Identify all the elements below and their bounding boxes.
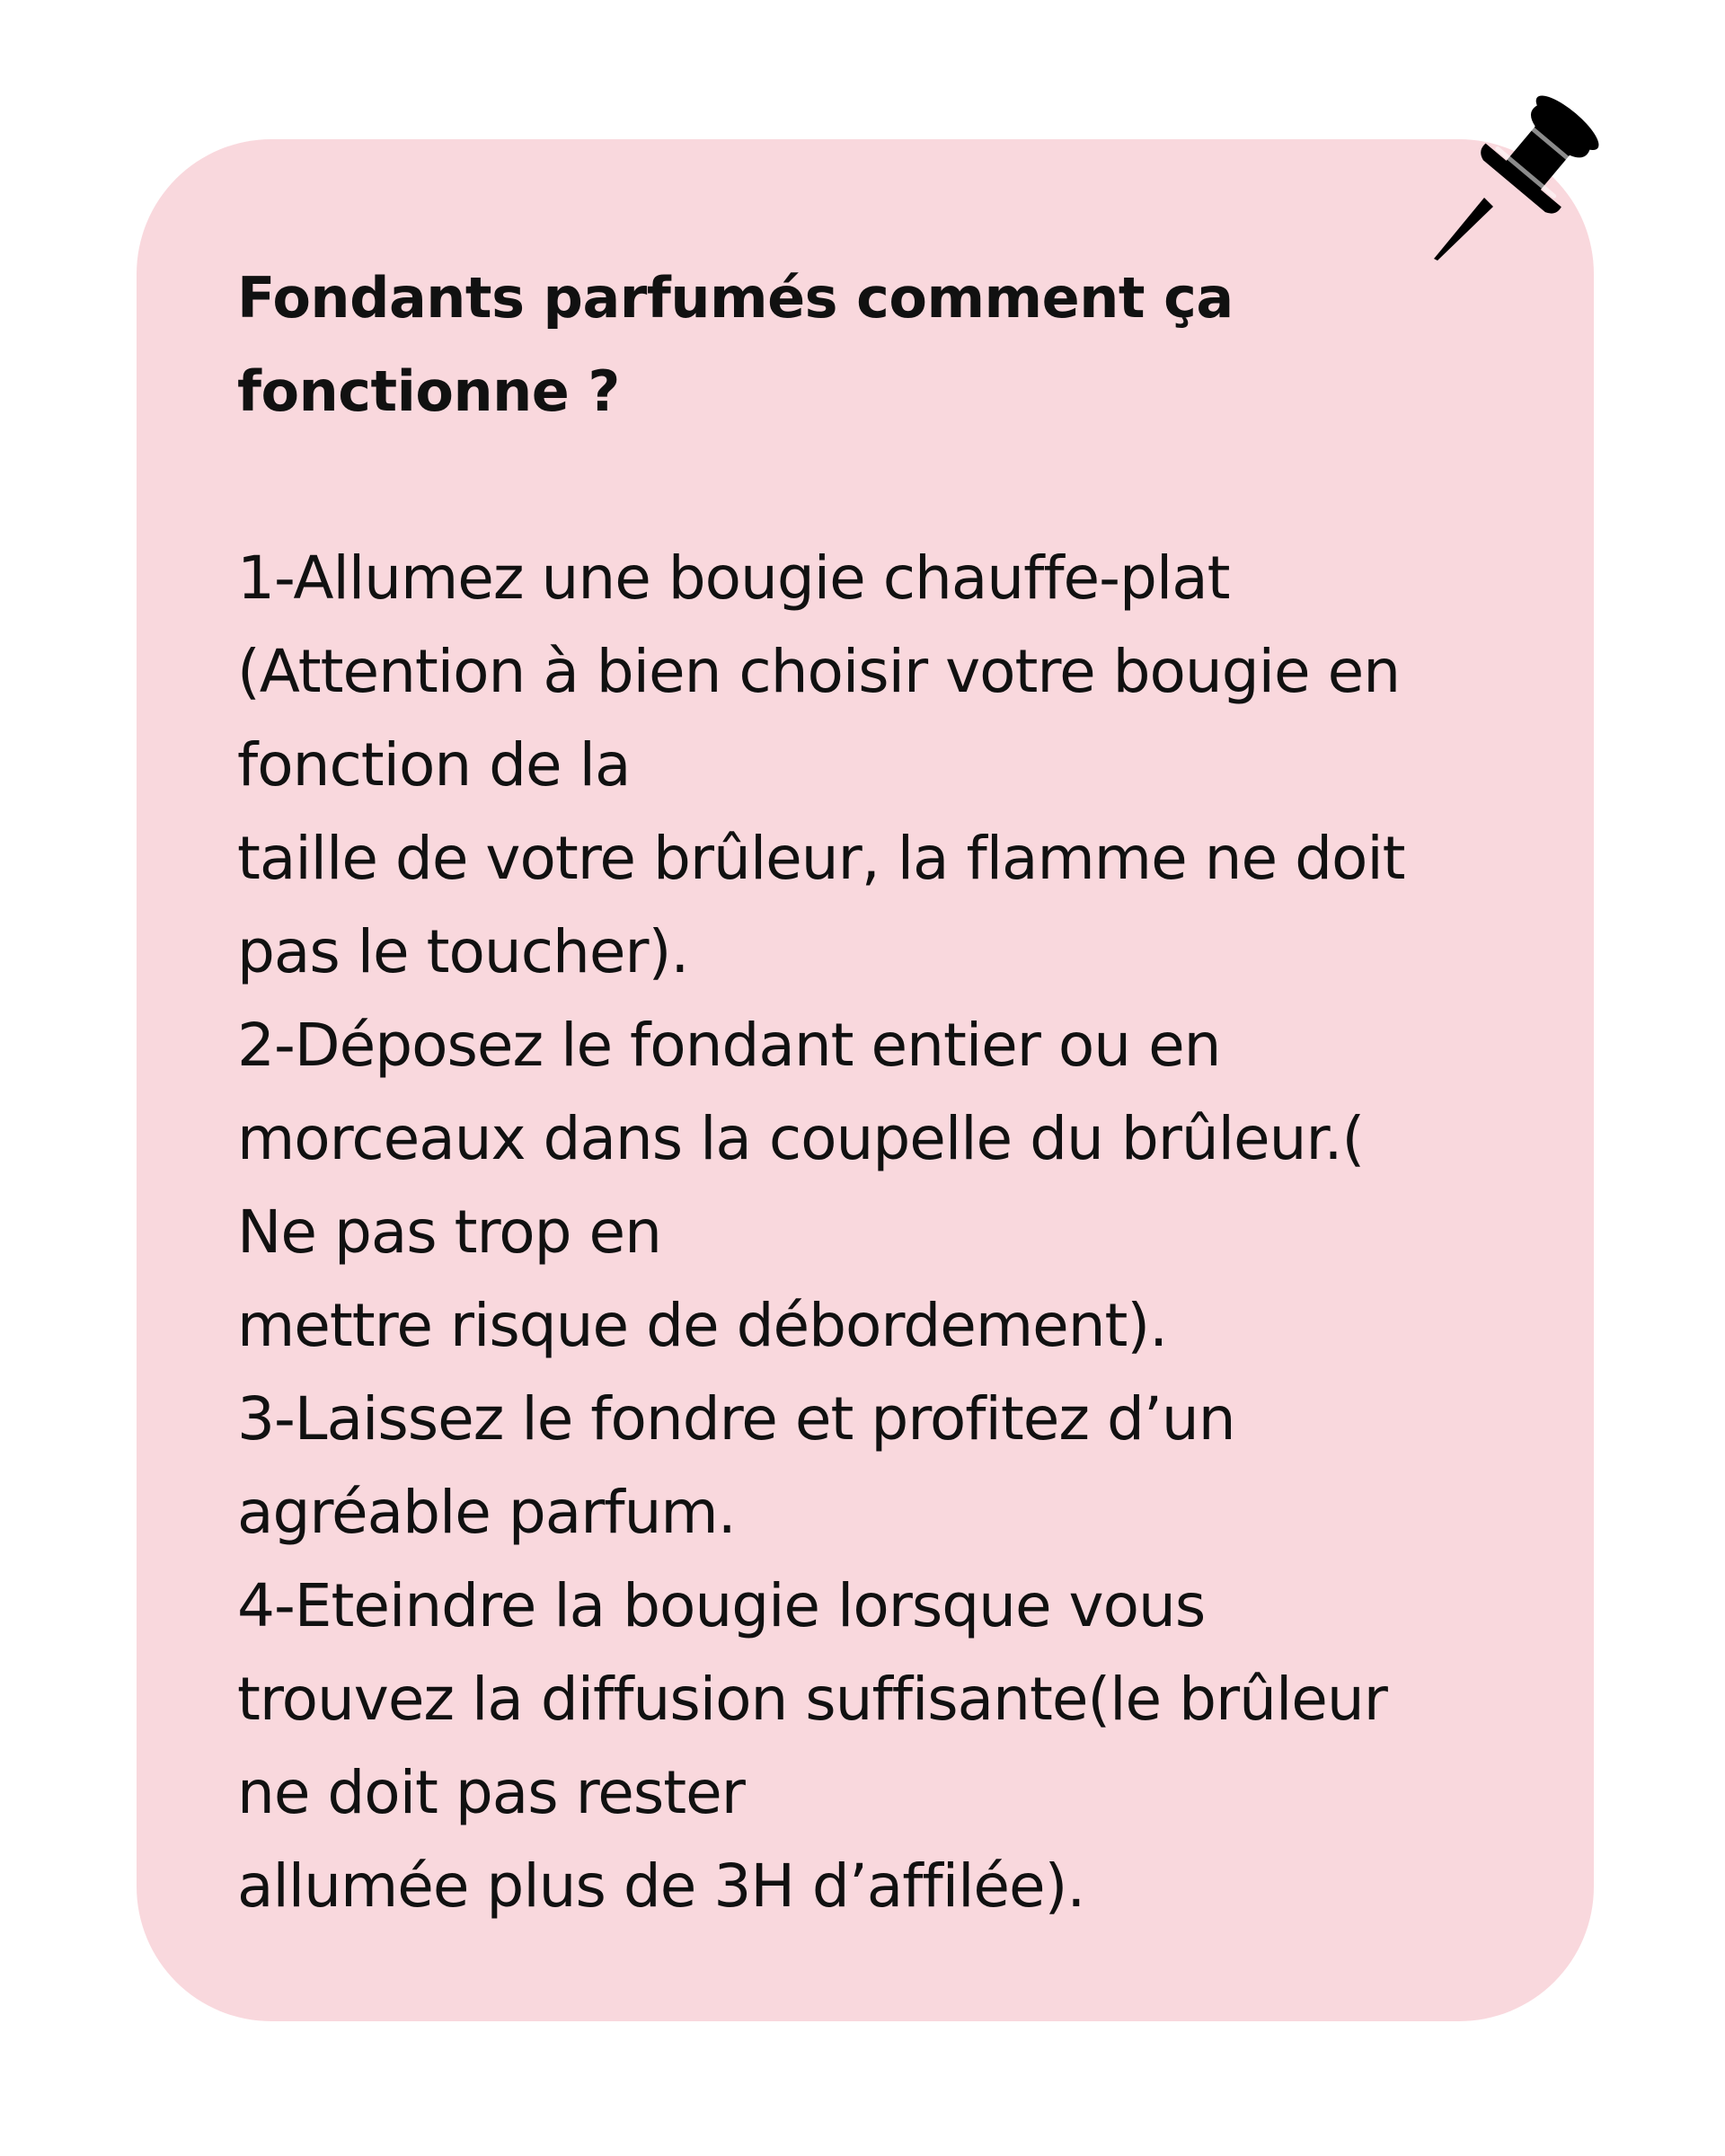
instruction-line: mettre risque de débordement). bbox=[237, 1291, 1168, 1360]
instruction-line: agréable parfum. bbox=[237, 1478, 736, 1547]
instruction-line: 4-Eteindre la bougie lorsque vous bbox=[237, 1571, 1206, 1640]
instruction-line: pas le toucher). bbox=[237, 917, 689, 986]
instruction-line: Ne pas trop en bbox=[237, 1197, 661, 1267]
instruction-line: 3-Laissez le fondre et profitez d’un bbox=[237, 1384, 1235, 1454]
instruction-line: allumée plus de 3H d’affilée). bbox=[237, 1851, 1085, 1921]
card-title bbox=[237, 252, 1522, 438]
title-line: fonctionne ? bbox=[237, 358, 620, 424]
instruction-line: trouvez la diffusion suffisante(le brûleur bbox=[237, 1665, 1387, 1734]
instruction-line: 2-Déposez le fondant entier ou en bbox=[237, 1011, 1221, 1080]
instruction-line: fonction de la bbox=[237, 730, 631, 800]
instructions-text bbox=[237, 532, 1522, 1933]
title-line: Fondants parfumés comment ça bbox=[237, 265, 1234, 331]
instruction-line: taille de votre brûleur, la flamme ne doit bbox=[237, 824, 1405, 893]
pushpin-icon bbox=[1429, 83, 1617, 262]
instruction-line: 1-Allumez une bougie chauffe-plat bbox=[237, 543, 1230, 613]
instruction-line: ne doit pas rester bbox=[237, 1758, 745, 1827]
instruction-line: morceaux dans la coupelle du brûleur.( bbox=[237, 1104, 1365, 1173]
card-content bbox=[237, 252, 1522, 1933]
instruction-line: (Attention à bien choisir votre bougie en bbox=[237, 637, 1401, 706]
